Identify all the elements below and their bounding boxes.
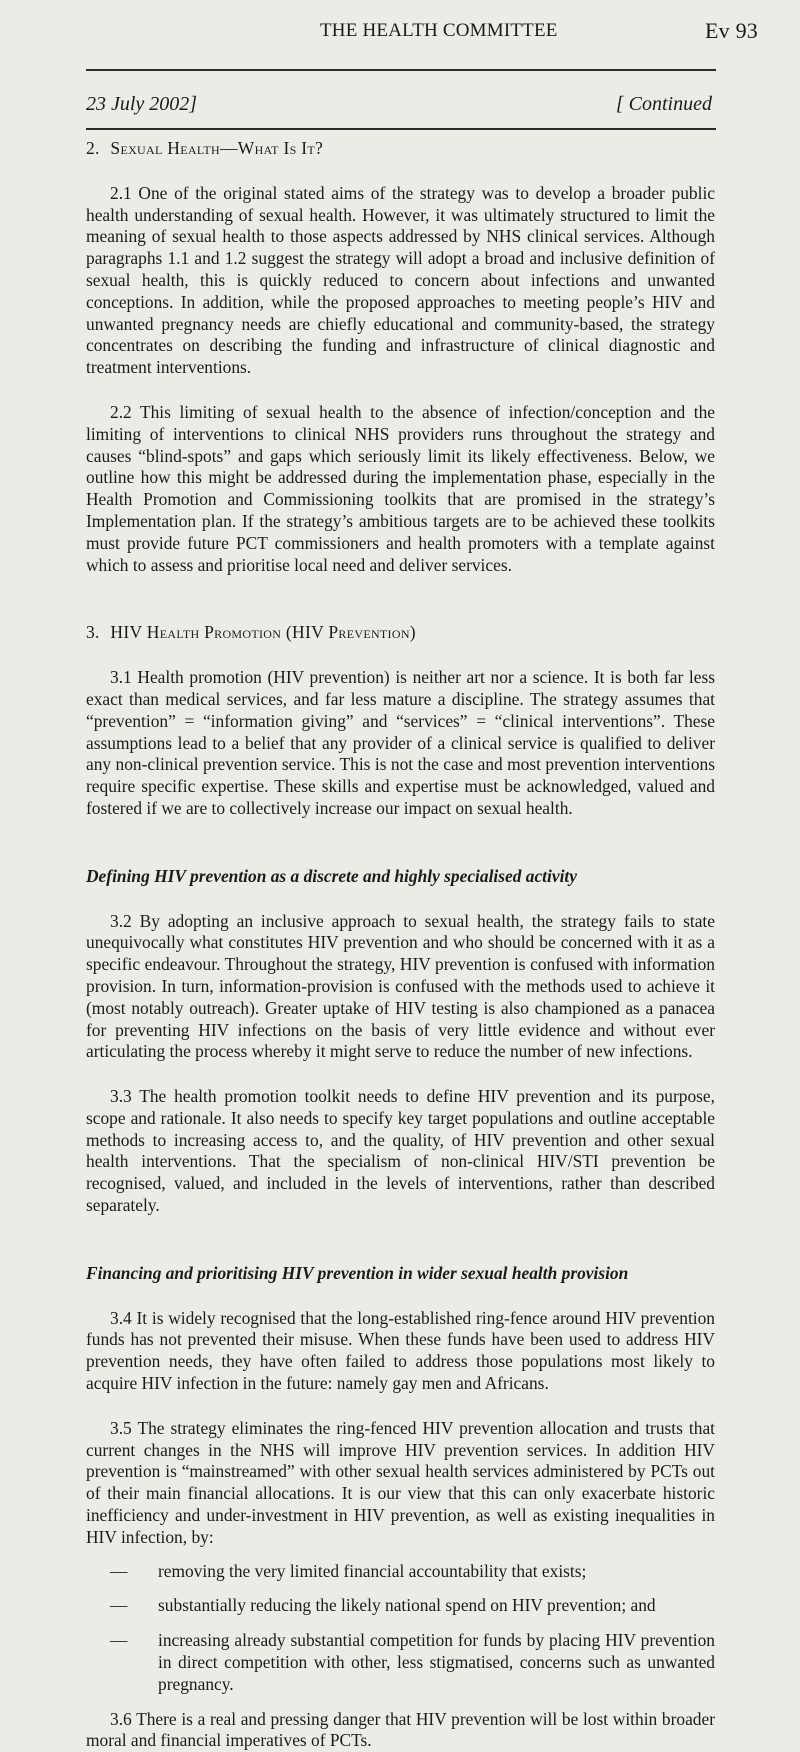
paragraph-3-6: 3.6 There is a real and pressing danger that HIV prevention will be lost within broader moral and financial imperatives of PCTs. <box>86 1708 715 1751</box>
paragraph-3-5: 3.5 The strategy eliminates the ring-fenced HIV prevention allocation and trusts that current changes in the NHS will improve HIV prevention services. In addition HIV prevention is “mainstreamed” with other sexual health services administered by PCTs out of their main financial allocations. It is our view that this can only exacerbate historic inefficiency and under-investment in HIV prevention, as well as existing inequalities in HIV infection, by: <box>86 1417 715 1547</box>
list-item <box>110 1595 715 1617</box>
section-title: Health Promotion (HIV Prevention) <box>146 622 416 643</box>
dash-marker: — <box>110 1630 128 1651</box>
subheading-defining-hiv-prevention: Defining HIV prevention as a discrete and highly specialised activity <box>86 865 577 886</box>
list-item <box>110 1561 715 1583</box>
page-number: Ev 93 <box>705 18 758 43</box>
running-header <box>62 20 772 50</box>
paragraph-3-3: 3.3 The health promotion toolkit needs to define HIV prevention and its purpose, scope and rationale. It also needs to specify key target populations and outline acceptable methods to increasing access to, and the quality, of HIV prevention and other sexual health interventions. That the specialism of non-clinical HIV/STI prevention be recognised, valued, and included in the levels of interventions, rather than described separately. <box>86 1086 715 1216</box>
dash-marker: — <box>110 1560 128 1581</box>
list-item-text: increasing already substantial competition for funds by placing HIV prevention in direct competition with other, less stigmatised, concerns such as unwanted pregnancy. <box>158 1630 715 1694</box>
subheading-financing-hiv-prevention: Financing and prioritising HIV prevention in wider sexual health provision <box>86 1262 629 1283</box>
section-number: 2. <box>86 138 100 158</box>
continued-label: [ Continued <box>615 93 712 115</box>
section-heading-2 <box>86 138 715 160</box>
section-title: Sexual Health—What Is It? <box>110 138 324 158</box>
consequence-list <box>86 1561 715 1696</box>
section-title-hiv: HIV <box>110 622 143 643</box>
paragraph-3-4: 3.4 It is widely recognised that the long-established ring-fence around HIV prevention funds has not prevented their misuse. When these funds have been used to address HIV prevention needs, they have often failed to address those populations most likely to acquire HIV infection in the future: namely gay men and Africans. <box>86 1307 715 1394</box>
body-text <box>86 130 715 1752</box>
running-title: THE HEALTH COMMITTEE <box>320 20 558 41</box>
paragraph-2-2: 2.2 This limiting of sexual health to the absence of infection/conception and the limiting of interventions to clinical NHS providers runs throughout the strategy and causes “blind-spots” and gaps which seriously limit its likely effectiveness. Below, we outline how this might be addressed during the implementation phase, especially in the Health Promotion and Commissioning toolkits that are promised in the strategy’s Implementation plan. If the strategy’s ambitious targets are to be achieved these toolkits must provide future PCT commissioners and health promoters with a template against which to assess and prioritise local need and deliver services. <box>86 401 715 575</box>
section-number: 3. <box>86 622 100 643</box>
paragraph-3-2: 3.2 By adopting an inclusive approach to sexual health, the strategy fails to state unequivocally what constitutes HIV prevention and who should be concerned with it as a specific endeavour. Throughout the strategy, HIV prevention is confused with information provision. In turn, information-provision is confused with the methods used to achieve it (most notably outreach). Greater uptake of HIV testing is also championed as a panacea for preventing HIV infections on the basis of very little evidence and without ever articulating the process whereby it might serve to reduce the number of new infections. <box>86 910 715 1062</box>
section-heading-3 <box>86 622 715 644</box>
header-rule-top <box>86 69 716 71</box>
paragraph-2-1: 2.1 One of the original stated aims of the strategy was to develop a broader public health understanding of sexual health. However, it was ultimately structured to limit the meaning of sexual health to those aspects addressed by NHS clinical services. Although paragraphs 1.1 and 1.2 suggest the strategy will adopt a broad and inclusive definition of sexual health, this is quickly reduced to concern about infections and unwanted conceptions. In addition, while the proposed approaches to meeting people’s HIV and unwanted pregnancy needs are chiefly educational and community-based, the strategy concentrates on describing the funding and infrastructure of clinical diagnostic and treatment interventions. <box>86 182 715 378</box>
dash-marker: — <box>110 1595 128 1616</box>
dateline <box>86 93 712 116</box>
paragraph-3-1: 3.1 Health promotion (HIV prevention) is neither art nor a science. It is both far less exact than medical services, and far less mature a discipline. The strategy assumes that “prevention” = “information giving” and “services” = “clinical interventions”. These assumptions lead to a belief that any provider of a clinical service is qualified to deliver any non-clinical prevention service. This is not the case and most prevention interventions require specific expertise. These skills and expertise must be acknowledged, valued and fostered if we are to collectively increase our impact on sexual health. <box>86 667 715 818</box>
list-item <box>110 1630 715 1695</box>
list-item-text: substantially reducing the likely national spend on HIV prevention; and <box>158 1595 656 1616</box>
list-item-text: removing the very limited financial accountability that exists; <box>158 1560 587 1581</box>
evidence-date: 23 July 2002] <box>86 93 198 115</box>
